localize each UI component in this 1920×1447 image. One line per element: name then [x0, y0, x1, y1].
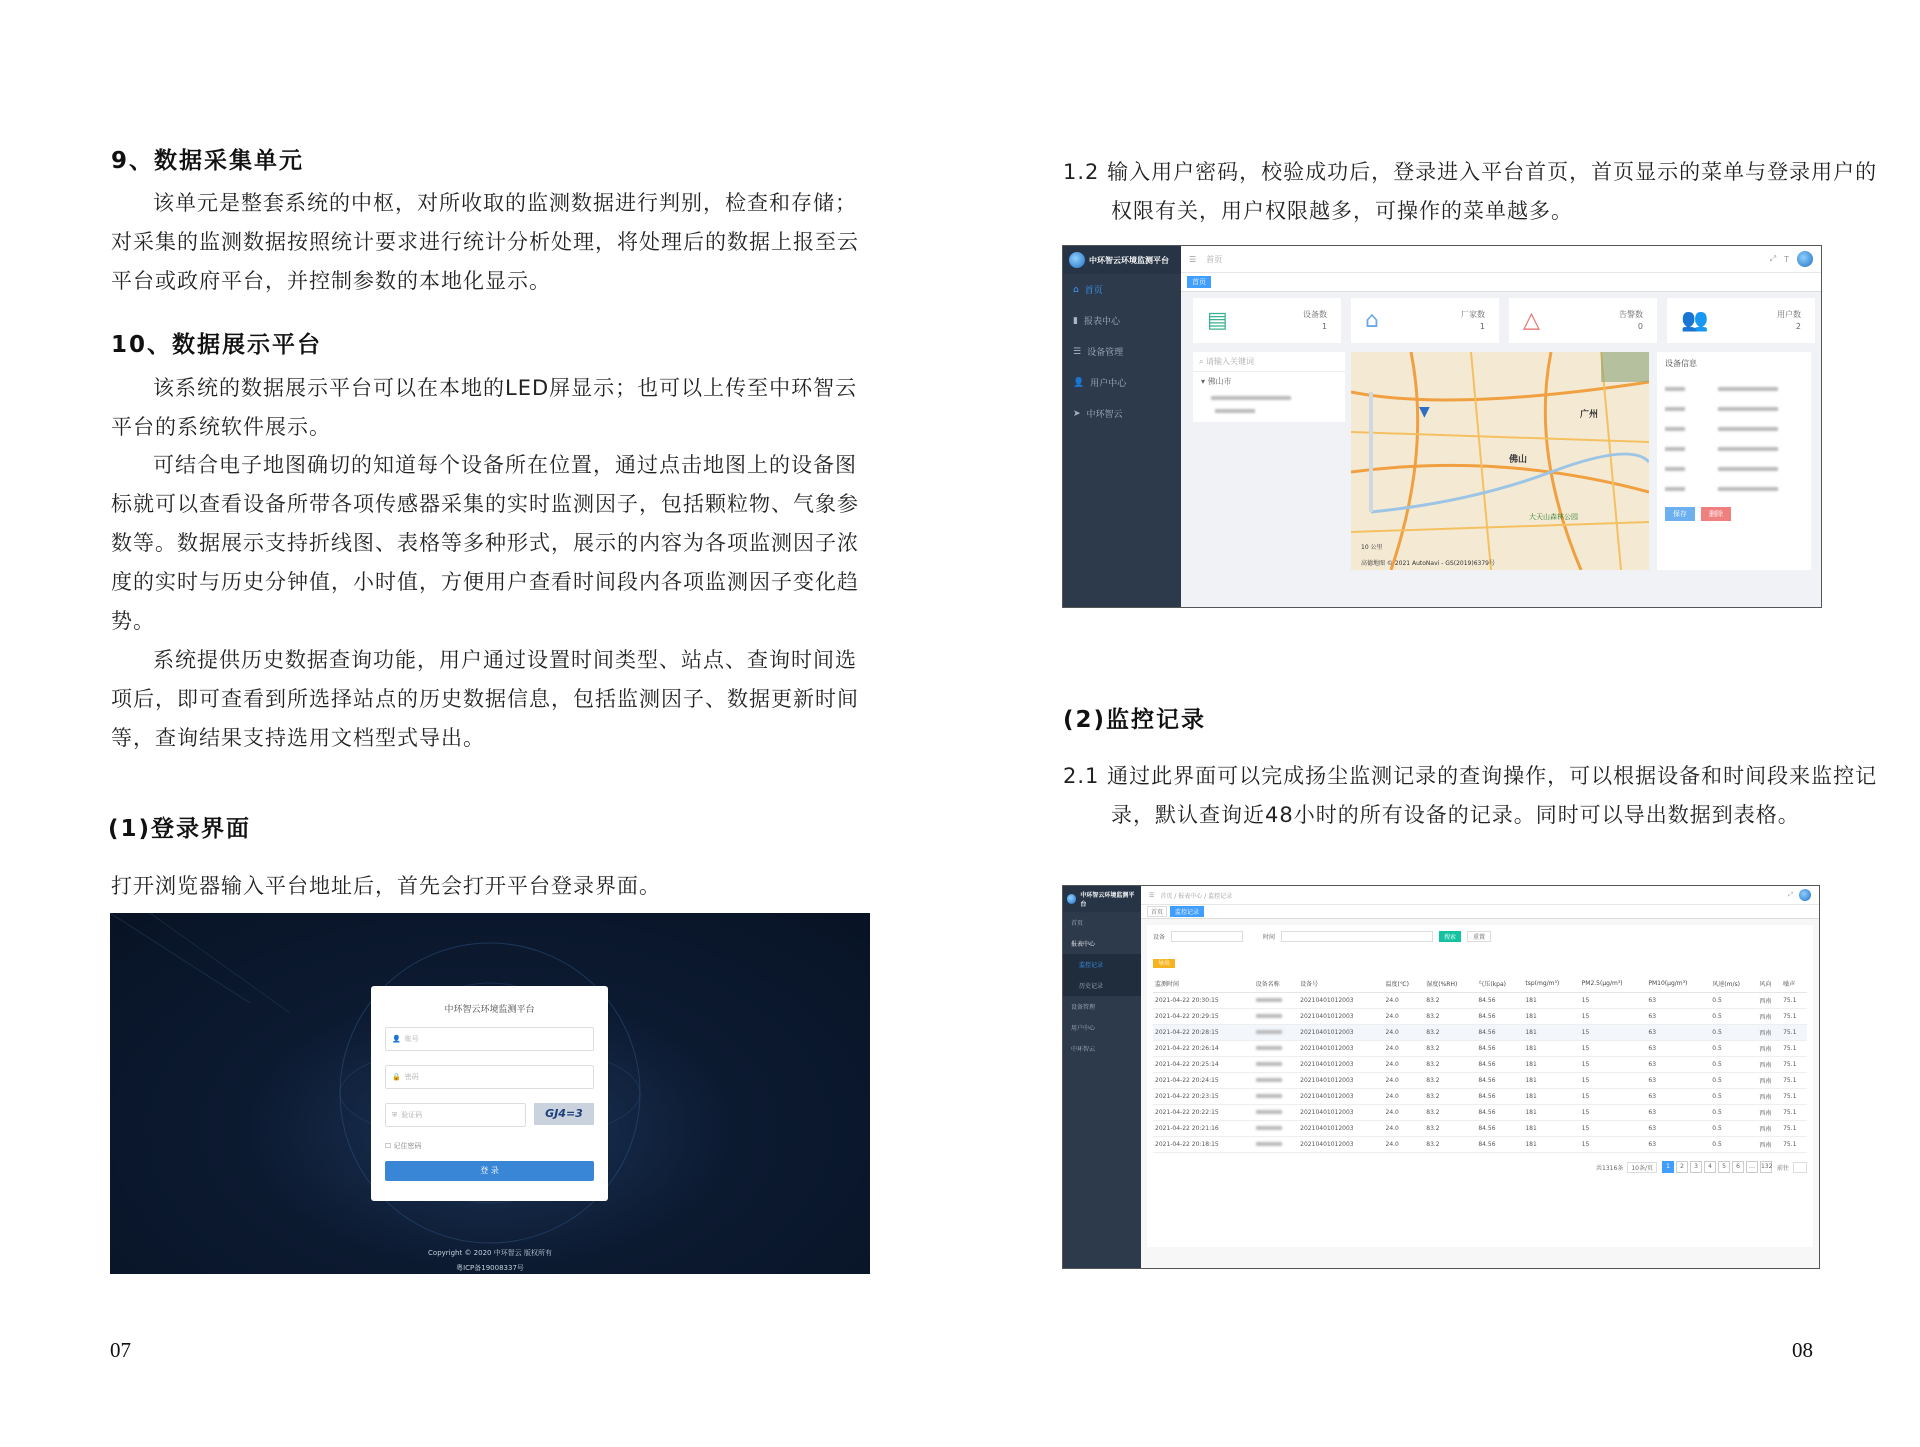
record-tagbar	[1141, 905, 1819, 919]
table-cell: 75.1	[1781, 1009, 1807, 1025]
table-cell: 181	[1523, 1009, 1579, 1025]
table-cell: 15	[1580, 1121, 1647, 1137]
icp-text: 粤ICP备19008337号	[456, 1264, 524, 1272]
menu-monitor-records[interactable]: 监控记录	[1063, 954, 1141, 975]
search-button[interactable]: 搜索	[1439, 931, 1461, 942]
menu-toggle-icon[interactable]: ☰	[1189, 254, 1197, 264]
cell-device-name	[1254, 1009, 1299, 1025]
table-cell: 63	[1646, 1089, 1710, 1105]
list-icon: ☰	[1073, 346, 1082, 357]
table-row[interactable]	[1153, 1009, 1807, 1025]
cell-time: 2021-04-22 20:25:14	[1153, 1057, 1254, 1073]
table-cell: 24.0	[1384, 1073, 1425, 1089]
table-cell: 181	[1523, 1121, 1579, 1137]
table-cell: 0.5	[1710, 1073, 1757, 1089]
tab-home[interactable]: 首页	[1147, 906, 1167, 917]
table-cell: 0.5	[1710, 1025, 1757, 1041]
section-10-paragraph-2: 可结合电子地图确切的知道每个设备所在位置，通过点击地图上的设备图标就可以查看设备所带各项传感器采集的实时监测因子，包括颗粒物、气象参数等。数据展示支持折线图、表格等多种形式，展示的内容为各项监测因子浓度的实时与历史分钟值，小时值，方便用户查看时间段内各项监测因子变化趋势。	[111, 453, 859, 633]
table-cell: 181	[1523, 1057, 1579, 1073]
table-cell: 75.1	[1781, 1105, 1807, 1121]
column-header: 设备号	[1298, 975, 1383, 993]
page-number-right: 08	[1792, 1338, 1813, 1362]
copyright-text: Copyright © 2020 中环智云 版权所有	[428, 1249, 552, 1257]
table-cell: 西南	[1757, 1105, 1781, 1121]
menu-cloud[interactable]: ➤ 中环智云	[1073, 408, 1123, 420]
table-cell: 24.0	[1384, 1009, 1425, 1025]
map-label-park: 大天山森林公园	[1529, 513, 1578, 521]
stat-value: 2	[1795, 321, 1801, 331]
cell-time: 2021-04-22 20:23:15	[1153, 1089, 1254, 1105]
cell-time: 2021-04-22 20:22:15	[1153, 1105, 1254, 1121]
device-info-panel	[1657, 352, 1811, 570]
table-cell: 20210401012003	[1298, 1105, 1383, 1121]
table-cell: 0.5	[1710, 1089, 1757, 1105]
cell-time: 2021-04-22 20:30:15	[1153, 993, 1254, 1009]
table-cell: 24.0	[1384, 993, 1425, 1009]
table-cell: 24.0	[1384, 1041, 1425, 1057]
table-cell: 15	[1580, 1041, 1647, 1057]
table-cell: 24.0	[1384, 1057, 1425, 1073]
time-range-picker[interactable]	[1281, 931, 1433, 942]
table-cell: 西南	[1757, 1025, 1781, 1041]
table-cell: 83.2	[1424, 1025, 1476, 1041]
logo-icon	[1067, 894, 1076, 904]
table-cell: 75.1	[1781, 1073, 1807, 1089]
cell-device-name	[1254, 1025, 1299, 1041]
table-cell: 181	[1523, 1073, 1579, 1089]
table-cell: 西南	[1757, 1073, 1781, 1089]
table-cell: 84.56	[1476, 1057, 1523, 1073]
table-cell: 15	[1580, 1137, 1647, 1153]
table-cell: 84.56	[1476, 1105, 1523, 1121]
section-9-title: 9、数据采集单元	[111, 148, 305, 174]
map-label-guangzhou: 广州	[1580, 410, 1599, 420]
record-screenshot	[1062, 885, 1820, 1269]
page-button[interactable]: 2	[1676, 1161, 1688, 1173]
cell-device-name	[1254, 993, 1299, 1009]
device-select[interactable]	[1171, 931, 1243, 942]
table-cell: 84.56	[1476, 1073, 1523, 1089]
table-cell: 20210401012003	[1298, 1025, 1383, 1041]
table-cell: 0.5	[1710, 1041, 1757, 1057]
table-cell: 15	[1580, 1089, 1647, 1105]
table-cell: 75.1	[1781, 1089, 1807, 1105]
captcha-input[interactable]: ⛨ 验证码	[385, 1103, 526, 1127]
device-marker-icon[interactable]: ▼	[1419, 404, 1430, 420]
login-section-title: (1)登录界面	[108, 816, 252, 842]
avatar[interactable]	[1799, 889, 1811, 901]
table-cell: 西南	[1757, 993, 1781, 1009]
server-icon: ▤	[1207, 308, 1228, 333]
table-cell: 84.56	[1476, 1121, 1523, 1137]
table-cell: 84.56	[1476, 1025, 1523, 1041]
table-row[interactable]	[1153, 1137, 1807, 1153]
table-cell: 24.0	[1384, 1105, 1425, 1121]
table-cell: 15	[1580, 1009, 1647, 1025]
map-label-foshan: 佛山	[1509, 455, 1528, 465]
save-button[interactable]: 保存	[1665, 507, 1695, 521]
table-cell: 15	[1580, 1025, 1647, 1041]
table-cell: 20210401012003	[1298, 1041, 1383, 1057]
column-header: 湿度(%RH)	[1424, 975, 1476, 993]
menu-devices[interactable]: ☰ 设备管理	[1073, 346, 1124, 358]
table-cell: 83.2	[1424, 1009, 1476, 1025]
column-header: PM10(μg/m³)	[1646, 975, 1710, 993]
table-cell: 20210401012003	[1298, 993, 1383, 1009]
home-brand: 中环智云环境监测平台	[1063, 246, 1181, 274]
cell-time: 2021-04-22 20:28:15	[1153, 1025, 1254, 1041]
column-header: 风速(m/s)	[1710, 975, 1757, 993]
column-header: PM2.5(μg/m³)	[1580, 975, 1647, 993]
table-cell: 63	[1646, 1137, 1710, 1153]
login-screenshot	[110, 913, 870, 1274]
cell-device-name	[1254, 1137, 1299, 1153]
section-9-paragraph: 该单元是整套系统的中枢，对所收取的监测数据进行判别，检查和存储；对采集的监测数据按照统计要求进行统计分析处理，将处理后的数据上报至云平台或政府平台，并控制参数的本地化显示。	[111, 191, 859, 293]
table-cell: 84.56	[1476, 1137, 1523, 1153]
page-button[interactable]: …	[1746, 1161, 1758, 1173]
table-cell: 75.1	[1781, 1121, 1807, 1137]
delete-button[interactable]: 删除	[1701, 507, 1731, 521]
tab-home[interactable]: 首页	[1187, 276, 1211, 288]
user-icon: 👤	[392, 1035, 401, 1043]
table-cell: 63	[1646, 1025, 1710, 1041]
table-cell: 西南	[1757, 1057, 1781, 1073]
table-row[interactable]	[1153, 1105, 1807, 1121]
cell-device-name	[1254, 1089, 1299, 1105]
menu-reports[interactable]: 报表中心	[1071, 941, 1096, 948]
table-cell: 西南	[1757, 1009, 1781, 1025]
total-count: 共1316条	[1596, 1164, 1624, 1172]
stat-card-alerts: △ 告警数 0	[1509, 298, 1657, 343]
table-cell: 83.2	[1424, 1041, 1476, 1057]
monitor-section-title: (2)监控记录	[1063, 707, 1207, 733]
breadcrumb: 首页	[1206, 254, 1223, 264]
tree-search-input[interactable]: ⌕ 请输入关键词	[1193, 352, 1345, 372]
home-icon: ⌂	[1073, 284, 1079, 295]
table-row[interactable]	[1153, 1121, 1807, 1137]
table-cell: 181	[1523, 993, 1579, 1009]
table-cell: 24.0	[1384, 1137, 1425, 1153]
table-cell: 20210401012003	[1298, 1057, 1383, 1073]
tab-monitor-records[interactable]: 监控记录	[1170, 906, 1204, 917]
column-header: 监测时间	[1153, 975, 1254, 993]
menu-reports[interactable]: ▮ 报表中心	[1073, 315, 1120, 327]
table-cell: 75.1	[1781, 1057, 1807, 1073]
password-input[interactable]: 🔒 密码	[385, 1065, 594, 1089]
step-2-1-text: 2.1 通过此界面可以完成扬尘监测记录的查询操作，可以根据设备和时间段来监控记录，默认查询近48小时的所有设备的记录。同时可以导出数据到表格。	[1063, 764, 1878, 827]
shield-icon: ⛨	[392, 1110, 398, 1119]
column-header: 风向	[1757, 975, 1781, 993]
section-10-title: 10、数据展示平台	[111, 332, 323, 358]
table-cell: 75.1	[1781, 993, 1807, 1009]
table-cell: 15	[1580, 993, 1647, 1009]
pagination	[1153, 1161, 1807, 1173]
device-tree-panel	[1193, 352, 1345, 422]
table-cell: 63	[1646, 1073, 1710, 1089]
lock-icon: 🔒	[392, 1073, 401, 1081]
goto-input[interactable]	[1793, 1162, 1807, 1173]
page-number-left: 07	[110, 1338, 131, 1362]
table-cell: 15	[1580, 1105, 1647, 1121]
table-cell: 西南	[1757, 1089, 1781, 1105]
table-cell: 63	[1646, 993, 1710, 1009]
table-cell: 75.1	[1781, 1137, 1807, 1153]
column-header: 温度(℃)	[1384, 975, 1425, 993]
table-cell: 181	[1523, 1089, 1579, 1105]
page-button[interactable]: 132	[1760, 1161, 1772, 1173]
goto-label: 前往	[1776, 1164, 1789, 1172]
table-cell: 西南	[1757, 1041, 1781, 1057]
home-topbar	[1181, 246, 1821, 273]
username-input[interactable]: 👤 账号	[385, 1027, 594, 1051]
table-cell: 24.0	[1384, 1121, 1425, 1137]
step-1-2-text: 1.2 输入用户密码，校验成功后，登录进入平台首页，首页显示的菜单与登录用户的权限有关，用户权限越多，可操作的菜单越多。	[1063, 160, 1878, 223]
menu-users[interactable]: 用户中心	[1071, 1025, 1096, 1032]
chart-icon: ▮	[1073, 315, 1078, 326]
table-cell: 75.1	[1781, 1025, 1807, 1041]
table-cell: 西南	[1757, 1121, 1781, 1137]
table-cell: 83.2	[1424, 1057, 1476, 1073]
page-button[interactable]: 3	[1690, 1161, 1702, 1173]
cell-time: 2021-04-22 20:24:15	[1153, 1073, 1254, 1089]
table-cell: 0.5	[1710, 1009, 1757, 1025]
page-button[interactable]: 6	[1732, 1161, 1744, 1173]
table-row[interactable]	[1153, 1057, 1807, 1073]
table-cell: 西南	[1757, 1137, 1781, 1153]
record-topbar	[1141, 886, 1819, 905]
menu-users[interactable]: 👤 用户中心	[1073, 377, 1127, 389]
cell-time: 2021-04-22 20:26:14	[1153, 1041, 1254, 1057]
table-cell: 0.5	[1710, 993, 1757, 1009]
home-sidebar	[1063, 246, 1181, 607]
table-cell: 20210401012003	[1298, 1137, 1383, 1153]
breadcrumb: 首页 / 报表中心 / 监控记录	[1160, 892, 1233, 900]
logo-icon	[1069, 252, 1085, 268]
stat-card-users: 👥 用户数 2	[1667, 298, 1815, 343]
table-cell: 15	[1580, 1073, 1647, 1089]
table-cell: 20210401012003	[1298, 1121, 1383, 1137]
user-icon: 👤	[1073, 377, 1085, 388]
table-cell: 24.0	[1384, 1025, 1425, 1041]
table-cell: 0.5	[1710, 1121, 1757, 1137]
device-map[interactable]	[1351, 352, 1649, 570]
table-cell: 84.56	[1476, 1089, 1523, 1105]
tree-node[interactable]: ▾ 佛山市	[1201, 377, 1232, 386]
column-header: 气压(kpa)	[1476, 975, 1523, 993]
record-sidebar	[1063, 886, 1141, 1268]
table-cell: 84.56	[1476, 993, 1523, 1009]
filter-bar: 设备 时间 搜索 重置	[1153, 931, 1807, 942]
cell-time: 2021-04-22 20:21:16	[1153, 1121, 1254, 1137]
stat-value: 0	[1637, 321, 1643, 331]
section-10-paragraph-3: 系统提供历史数据查询功能，用户通过设置时间类型、站点、查询时间选项后，即可查看到所选择站点的历史数据信息，包括监测因子、数据更新时间等，查询结果支持选用文档型式导出。	[111, 648, 859, 750]
table-cell: 63	[1646, 1009, 1710, 1025]
page-button[interactable]: 4	[1704, 1161, 1716, 1173]
cell-device-name	[1254, 1041, 1299, 1057]
table-cell: 83.2	[1424, 1137, 1476, 1153]
table-cell: 83.2	[1424, 993, 1476, 1009]
menu-cloud[interactable]: 中环智云	[1071, 1046, 1096, 1053]
cell-device-name	[1254, 1121, 1299, 1137]
login-box	[371, 986, 608, 1201]
remember-checkbox[interactable]: ☐ 记住密码	[385, 1142, 422, 1150]
cell-device-name	[1254, 1057, 1299, 1073]
font-size-icon[interactable]: T	[1784, 254, 1789, 264]
stat-value: 1	[1479, 321, 1485, 331]
home-icon: ⌂	[1365, 308, 1379, 333]
table-cell: 181	[1523, 1041, 1579, 1057]
table-cell: 20210401012003	[1298, 1073, 1383, 1089]
table-cell: 84.56	[1476, 1009, 1523, 1025]
table-cell: 181	[1523, 1025, 1579, 1041]
table-cell: 84.56	[1476, 1041, 1523, 1057]
table-cell: 24.0	[1384, 1089, 1425, 1105]
table-row[interactable]	[1153, 1025, 1807, 1041]
table-cell: 83.2	[1424, 1121, 1476, 1137]
table-row[interactable]	[1153, 1089, 1807, 1105]
table-cell: 83.2	[1424, 1073, 1476, 1089]
section-10-paragraph-1: 该系统的数据展示平台可以在本地的LED屏显示；也可以上传至中环智云平台的系统软件展示。	[111, 376, 858, 439]
reset-button[interactable]: 重置	[1467, 931, 1491, 942]
table-cell: 0.5	[1710, 1057, 1757, 1073]
table-cell: 83.2	[1424, 1105, 1476, 1121]
record-brand: 中环智云环境监测平台	[1063, 886, 1141, 912]
login-section-desc: 打开浏览器输入平台地址后，首先会打开平台登录界面。	[111, 874, 661, 898]
home-tagbar	[1181, 273, 1821, 292]
avatar[interactable]	[1797, 251, 1813, 267]
stat-value: 1	[1321, 321, 1327, 331]
table-cell: 181	[1523, 1137, 1579, 1153]
table-row[interactable]	[1153, 1041, 1807, 1057]
stat-card-devices: ▤ 设备数 1	[1193, 298, 1341, 343]
table-cell: 15	[1580, 1057, 1647, 1073]
cell-device-name	[1254, 1105, 1299, 1121]
cell-time: 2021-04-22 20:29:15	[1153, 1009, 1254, 1025]
fullscreen-icon[interactable]: ⤢	[1769, 254, 1777, 263]
fullscreen-icon[interactable]: ⤢	[1788, 891, 1793, 898]
menu-home[interactable]: ⌂ 首页	[1073, 284, 1103, 296]
captcha-image[interactable]: GJ4=3	[534, 1103, 594, 1125]
column-header: 设备名称	[1254, 975, 1299, 993]
map-scale: 10 公里	[1361, 544, 1383, 551]
menu-history-records[interactable]: 历史记录	[1063, 975, 1141, 996]
login-button[interactable]: 登 录	[385, 1161, 594, 1181]
table-row[interactable]	[1153, 1073, 1807, 1089]
home-screenshot	[1062, 245, 1822, 608]
users-icon: 👥	[1681, 308, 1709, 333]
export-button[interactable]: 导出	[1153, 959, 1175, 968]
table-cell: 0.5	[1710, 1105, 1757, 1121]
menu-toggle-icon[interactable]: ☰	[1149, 891, 1155, 899]
table-cell: 75.1	[1781, 1041, 1807, 1057]
table-cell: 63	[1646, 1105, 1710, 1121]
table-row[interactable]	[1153, 993, 1807, 1009]
column-header: 噪声	[1781, 975, 1807, 993]
table-cell: 63	[1646, 1041, 1710, 1057]
page-button[interactable]: 1	[1662, 1161, 1674, 1173]
cell-device-name	[1254, 1073, 1299, 1089]
map-roads	[1351, 352, 1649, 570]
info-title: 设备信息	[1665, 359, 1697, 368]
stat-card-vendors: ⌂ 厂家数 1	[1351, 298, 1499, 343]
table-cell: 83.2	[1424, 1089, 1476, 1105]
page-size-select[interactable]: 10条/页	[1627, 1162, 1657, 1173]
page-button[interactable]: 5	[1718, 1161, 1730, 1173]
login-title: 中环智云环境监测平台	[444, 1005, 535, 1015]
table-cell: 20210401012003	[1298, 1009, 1383, 1025]
alert-icon: △	[1523, 308, 1540, 333]
table-cell: 0.5	[1710, 1137, 1757, 1153]
send-icon: ➤	[1073, 408, 1081, 419]
column-header: tsp(mg/m³)	[1523, 975, 1579, 993]
info-rows	[1657, 375, 1811, 503]
menu-home[interactable]: 首页	[1071, 920, 1084, 927]
table-cell: 181	[1523, 1105, 1579, 1121]
table-cell: 63	[1646, 1057, 1710, 1073]
menu-devices[interactable]: 设备管理	[1071, 1004, 1096, 1011]
cell-time: 2021-04-22 20:18:15	[1153, 1137, 1254, 1153]
map-credit: 高德地图 © 2021 AutoNavi - GS(2019)6379号	[1361, 560, 1495, 567]
zoom-slider[interactable]	[1369, 392, 1373, 512]
table-cell: 20210401012003	[1298, 1089, 1383, 1105]
table-cell: 63	[1646, 1121, 1710, 1137]
records-table	[1153, 975, 1807, 1153]
